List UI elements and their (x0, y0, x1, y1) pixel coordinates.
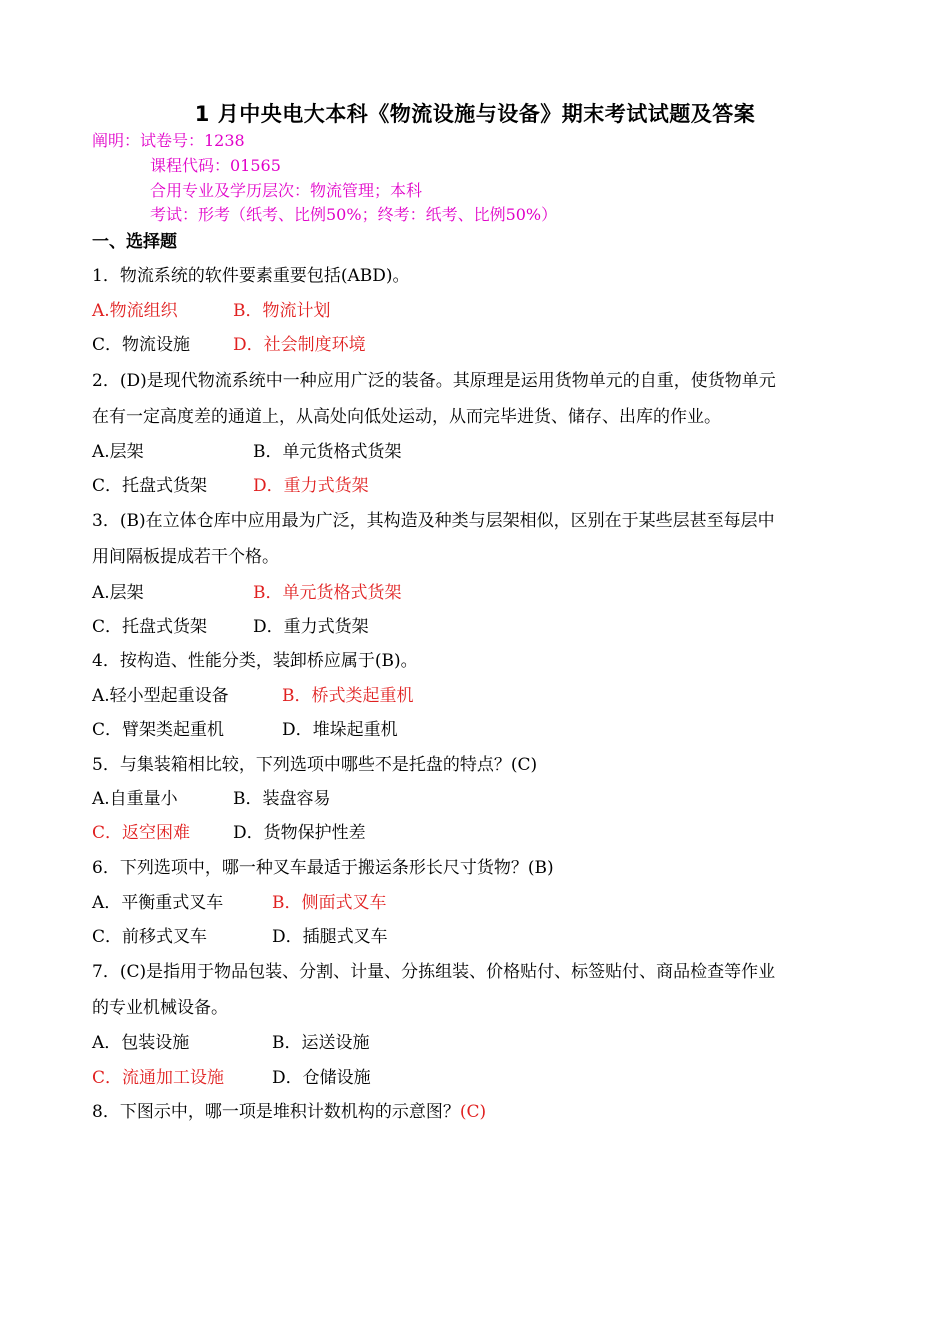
q2-option-a: A.层架 (92, 442, 144, 462)
note-line-4: 考试：形考（纸考、比例50%；终考：纸考、比例50%） (150, 205, 558, 224)
q2-option-c: C．托盘式货架 (92, 476, 208, 496)
question-2-line-1: 2．(D)是现代物流系统中一种应用广泛的装备。其原理是运用货物单元的自重，使货物单元 (92, 371, 776, 391)
q7-option-a: A．包装设施 (92, 1033, 190, 1053)
note-line-2: 课程代码：01565 (150, 156, 281, 175)
question-8-text (92, 1097, 486, 1122)
q6-option-b: B．侧面式叉车 (272, 893, 387, 913)
q1-option-b: B．物流计划 (233, 301, 331, 321)
q5-option-b: B．装盘容易 (233, 789, 331, 809)
q3-option-b: B．单元货格式货架 (253, 583, 402, 603)
page-title: 1 月中央电大本科《物流设施与设备》期末考试试题及答案 (194, 102, 756, 126)
q4-option-d: D．堆垛起重机 (282, 720, 398, 740)
q7-option-b: B．运送设施 (272, 1033, 370, 1053)
question-5-text: 5．与集装箱相比较，下列选项中哪些不是托盘的特点？(C) (92, 755, 538, 775)
q2-option-b: B．单元货格式货架 (253, 442, 402, 462)
q6-option-d: D．插腿式叉车 (272, 927, 388, 947)
question-3-line-1: 3．(B)在立体仓库中应用最为广泛，其构造及种类与层架相似，区别在于某些层甚至每层中 (92, 511, 775, 531)
q7-option-d: D．仓储设施 (272, 1068, 371, 1088)
section-heading: 一、选择题 (92, 232, 177, 252)
note-line-1: 阐明：试卷号：1238 (92, 131, 245, 150)
q5-option-a: A.自重量小 (92, 789, 178, 809)
question-2-line-2: 在有一定高度差的通道上，从高处向低处运动，从而完毕进货、储存、出库的作业。 (92, 407, 721, 427)
q6-option-c: C．前移式叉车 (92, 927, 208, 947)
q1-option-d: D．社会制度环境 (233, 335, 366, 355)
q7-option-c: C．流通加工设施 (92, 1068, 225, 1088)
question-8-answer: (C) (459, 1102, 487, 1122)
q4-option-b: B．桥式类起重机 (282, 686, 414, 706)
question-7-line-2: 的专业机械设备。 (92, 998, 228, 1018)
q6-option-a: A．平衡重式叉车 (92, 893, 224, 913)
question-6-text: 6．下列选项中，哪一种叉车最适于搬运条形长尺寸货物？(B) (92, 858, 554, 878)
question-1-text: 1．物流系统的软件要素重要包括(ABD)。 (92, 266, 410, 286)
q1-option-a: A.物流组织 (92, 301, 178, 321)
q3-option-c: C．托盘式货架 (92, 617, 208, 637)
q4-option-c: C．臂架类起重机 (92, 720, 225, 740)
question-3-line-2: 用间隔板提成若干个格。 (92, 547, 279, 567)
question-4-text: 4．按构造、性能分类，装卸桥应属于(B)。 (92, 651, 418, 671)
q3-option-d: D．重力式货架 (253, 617, 369, 637)
q3-option-a: A.层架 (92, 583, 144, 603)
note-line-3: 合用专业及学历层次：物流管理；本科 (150, 181, 423, 200)
question-8-prompt: 8．下图示中，哪一项是堆积计数机构的示意图？ (92, 1102, 460, 1122)
question-7-line-1: 7．(C)是指用于物品包装、分割、计量、分拣组装、价格贴付、标签贴付、商品检查等作业 (92, 962, 776, 982)
q1-option-c: C．物流设施 (92, 335, 191, 355)
q5-option-c: C．返空困难 (92, 823, 191, 843)
q4-option-a: A.轻小型起重设备 (92, 686, 229, 706)
q5-option-d: D．货物保护性差 (233, 823, 366, 843)
q2-option-d: D．重力式货架 (253, 476, 369, 496)
